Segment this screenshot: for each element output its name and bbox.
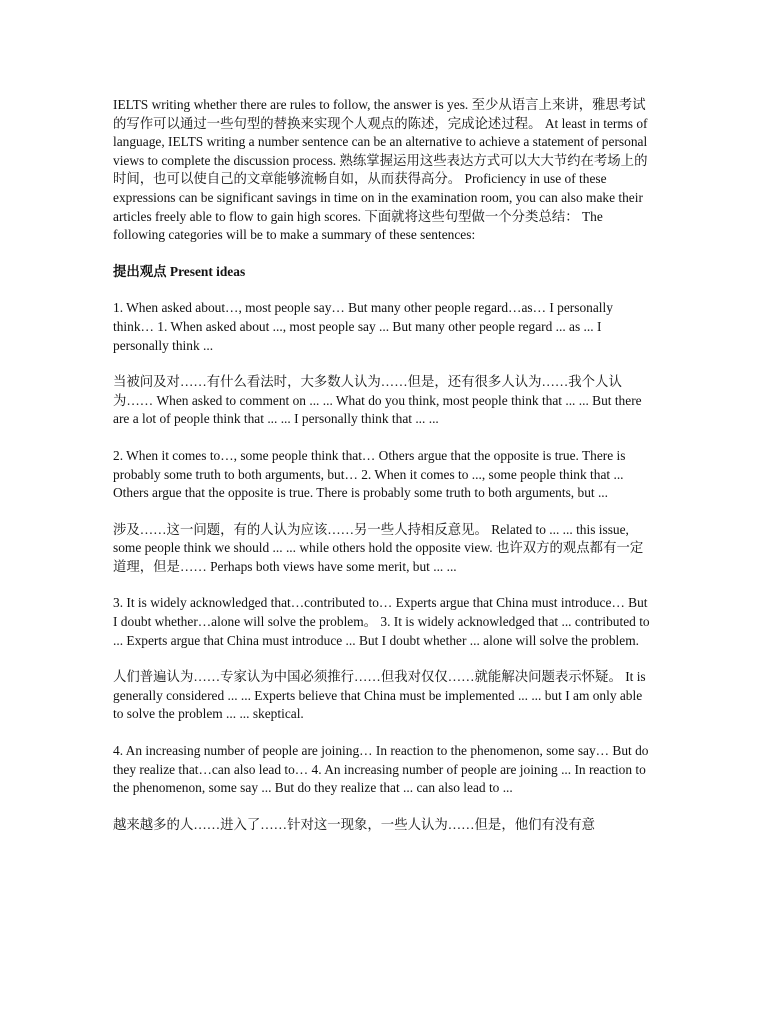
paragraph-8: 越来越多的人……进入了……针对这一现象，一些人认为……但是，他们有没有意 [113,816,596,832]
intro-paragraph: IELTS writing whether there are rules to follow, the answer is yes. 至少从语言上来讲，雅思考试的写作可以通过一些句型的替换来实现个人观点的陈述，完成论述过程。 At least in terms of language, IELTS writing a number sentence can be an alternative to achieve a statement of personal views to complete the discussion process. 熟练掌握运用这些表达方式可以大大节约在考场上的时间，也可以使自己的文章能够流畅自如，从而获得高分。 Proficiency in use of these expressions can be significant savings in time on in the examination room, you can also make their articles freely able to flow to gain high scores. 下面就将这些句型做一个分类总结： The following categories will be to make a summary of these sentences: [113,97,648,243]
paragraph-5: 3. It is widely acknowledged that…contributed to… Experts argue that China must introduce… But I doubt whether…alone will solve the problem。 3. It is widely acknowledged that ... contributed to ... Experts argue that China must introduce ... But I doubt whether ... alone will solve the problem. [113,595,650,648]
paragraph-7: 4. An increasing number of people are joining… In reaction to the phenomenon, some say… But do they realize that…can also lead to… 4. An increasing number of people are joining ... In reaction to the phenomenon, some say ... But do they realize that ... can also lead to ... [113,743,649,796]
paragraph-6: 人们普遍认为……专家认为中国必须推行……但我对仅仅……就能解决问题表示怀疑。 It is generally considered ... ... Experts believe that China must be implemented ... ... but I am only able to solve the problem ... ... skeptical. [113,669,646,722]
paragraph-2: 当被问及对……有什么看法时，大多数人认为……但是，还有很多人认为……我个人认为…… When asked to comment on ... ... What do you think, most people think that ... ... But there are a lot of people think that ... ... I personally think that ... ... [113,374,642,427]
section-heading: 提出观点 Present ideas [113,263,246,279]
document-page [113,96,653,852]
paragraph-4: 涉及……这一问题，有的人认为应该……另一些人持相反意见。 Related to ... ... this issue, some people think we should ... ... while others hold the opposite view. 也许双方的观点都有一定道理，但是…… Perhaps both views have some merit, but ... ... [113,521,644,574]
paragraph-3: 2. When it comes to…, some people think that… Others argue that the opposite is true. There is probably some truth to both arguments, but… 2. When it comes to ..., some people think that ... Others argue that the opposite is true. There is probably some truth to both arguments, but ... [113,447,626,501]
paragraph-1: 1. When asked about…, most people say… But many other people regard…as… I personally think… 1. When asked about ..., most people say ... But many other people regard ... as ... I personally think ... [113,300,613,353]
